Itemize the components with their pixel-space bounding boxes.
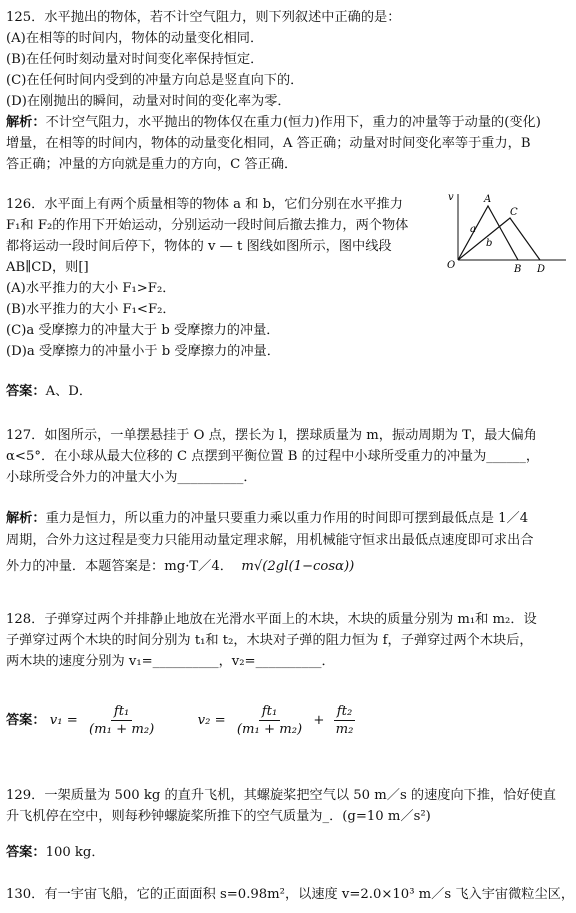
q125-option-b: (B)在任何时刻动量对时间变化率保持恒定． [6,52,264,67]
q128-stem-line-1: 128．子弹穿过两个并排静止地放在光滑水平面上的木块，木块的质量分别为 m₁和 m₂．设 [6,612,537,627]
origin-label: O [447,260,456,271]
q127-stem-line-3: 小球所受合外力的冲量大小为__________． [6,470,257,485]
q126-option-b: (B)水平推力的大小 F₁<F₂． [6,302,176,317]
q125-analysis-label: 解析： [6,115,46,130]
v2-fraction-1: $\frac{\text{ft₁}}{\text{(m₁ + m₂)}}$ [236,704,303,737]
q127-analysis-label: 解析： [6,511,46,526]
point-A-label: A [484,194,492,205]
point-D-label: D [537,264,546,274]
vt-graph-figure [444,188,572,274]
a-label: a [470,224,476,235]
q126-stem-line-3: 都将运动一段时间后停下，物体的 v — t 图线如图所示，图中线段 [6,239,392,254]
v2-fraction-2: $\frac{\text{ft₂}}{\text{m₂}}$ [335,704,354,737]
q125-option-d: (D)在刚抛出的瞬间，动量对时间的变化率为零． [6,94,291,109]
q130-stem: 130．有一宇宙飞船，它的正面面积 s=0.98m²，以速度 v=2.0×10³ m／s 飞入宇宙微粒尘区， [6,887,575,902]
q125-option-a: (A)在相等的时间内，物体的动量变化相同． [6,31,264,46]
point-C-label: C [510,207,518,218]
q125-option-c: (C)在任何时间内受到的冲量方向总是竖直向下的． [6,73,304,88]
v-label: v [448,192,454,203]
q127-analysis-line-1: 解析：重力是恒力，所以重力的冲量只要重力乘以重力作用的时间即可摆到最低点是 1／4 [6,511,529,526]
q126-stem-line-1: 126．水平面上有两个质量相等的物体 a 和 b，它们分别在水平推力 [6,197,403,212]
q126-option-c: (C)a 受摩擦力的冲量大于 b 受摩擦力的冲量． [6,323,280,338]
q125-analysis-line-2: 增量，在相等的时间内，物体的动量变化相同，A 答正确；动量对时间变化率等于重力，B [6,136,531,151]
q128-stem-line-3: 两木块的速度分别为 v₁=__________，v₂=__________． [6,654,335,669]
v1-fraction: $\frac{\text{ft₁}}{\text{(m₁ + m₂)}}$ [88,704,155,737]
q127-stem-line-2: α<5°．在小球从最大位移的 C 点摆到平衡位置 B 的过程中小球所受重力的冲量为______， [6,449,540,464]
line-a [458,206,518,260]
q126-option-a: (A)水平推力的大小 F₁>F₂． [6,281,176,296]
q128-stem-line-2: 子弹穿过两个木块的时间分别为 t₁和 t₂，木块对子弹的阻力恒为 f，子弹穿过两个木块后， [6,633,533,648]
q127-stem-line-1: 127．如图所示，一单摆悬挂于 O 点，摆长为 l，摆球质量为 m，振动周期为 T，最大偏角 [6,428,537,443]
q125-stem: 125．水平抛出的物体，若不计空气阻力，则下列叙述中正确的是： [6,10,401,25]
q126-answer-label: 答案： [6,384,46,399]
q129-stem-line-2: 升飞机停在空中，则每秒钟螺旋桨所推下的空气质量为_．(g=10 m／s²) [6,809,431,824]
q126-answer: 答案：A、D． [6,384,93,399]
q127-formula: m√(2gl(1−cosα)) [241,559,355,574]
point-B-label: B [514,264,522,274]
q129-answer-label: 答案： [6,845,46,860]
q128-answer: 答案： v₁ = $\frac{\text{ft₁}}{\text{(m₁ + m₂)}}$ v₂ = $\frac{\text{ft₁}}{\text{(m₁ + m₂)}}$ + $\frac{\text{ft₂}}{\text{m₂}}$ [6,702,360,740]
q128-answer-label: 答案： [6,713,46,728]
q129-stem-line-1: 129．一架质量为 500 kg 的直升飞机，其螺旋桨把空气以 50 m／s 的速度向下推，恰好使直 [6,788,556,803]
q127-analysis-line-3: 外力的冲量．本题答案是：mg·T／4． m√(2gl(1−cosα)) [6,559,355,574]
b-label: b [486,238,493,249]
q126-stem-line-2: F₁和 F₂的作用下开始运动，分别运动一段时间后撤去推力，两个物体 [6,218,409,233]
q127-analysis-line-2: 周期，合外力这过程是变力只能用动量定理求解，用机械能守恒求出最低点速度即可求出合 [6,533,534,548]
q125-analysis-line-1: 解析：不计空气阻力，水平抛出的物体仅在重力(恒力)作用下，重力的冲量等于动量的(变化) [6,115,541,130]
q126-stem-line-4: AB∥CD，则[] [6,260,89,275]
q125-analysis-line-3: 答正确；冲量的方向就是重力的方向，C 答正确． [6,157,298,172]
q129-answer: 答案：100 kg． [6,845,105,860]
q126-option-d: (D)a 受摩擦力的冲量小于 b 受摩擦力的冲量． [6,344,280,359]
